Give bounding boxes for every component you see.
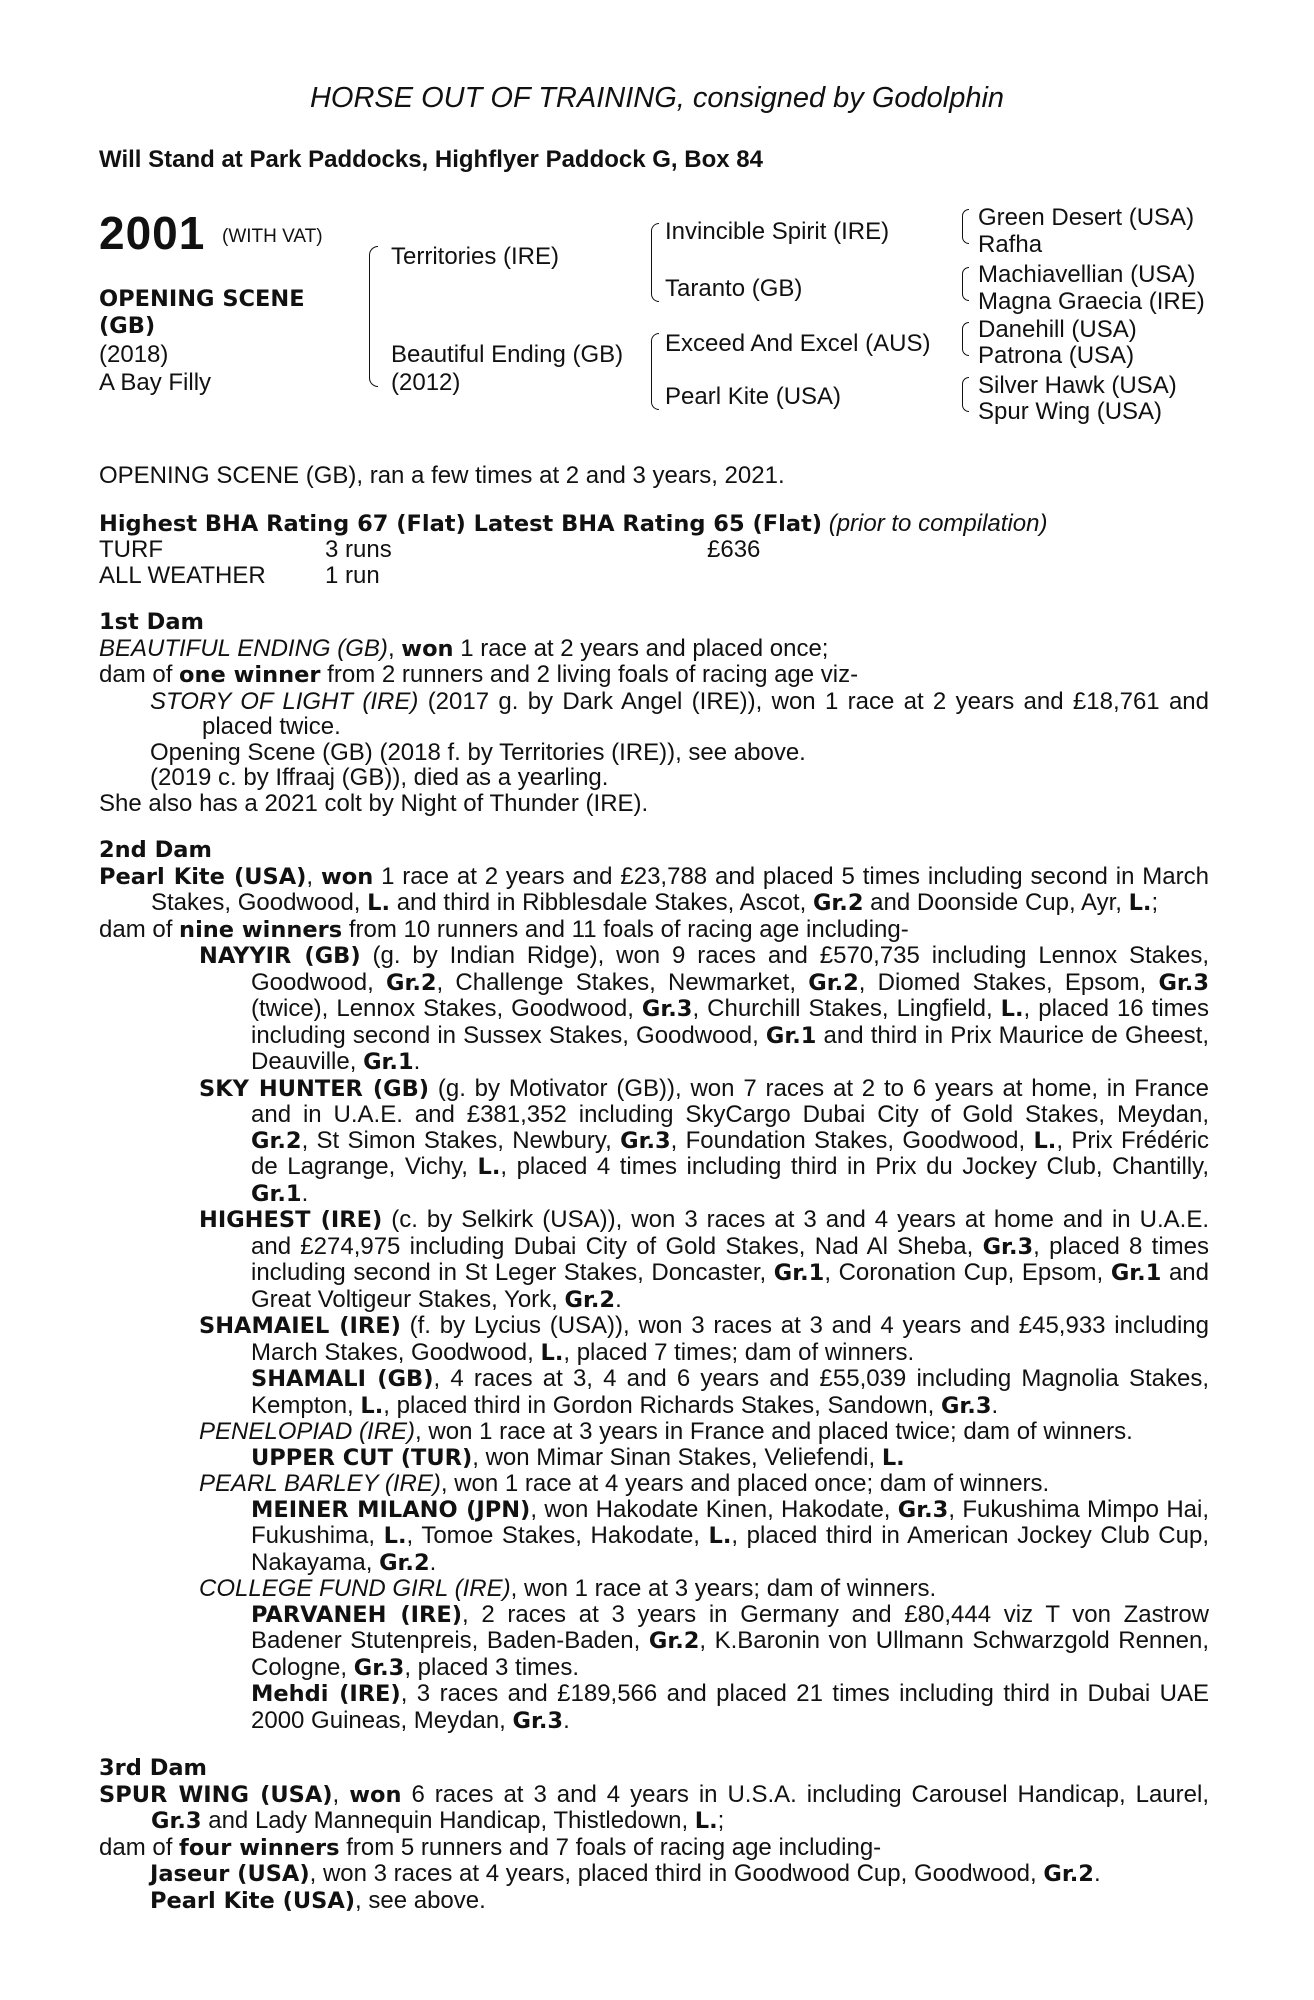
pedigree-brace-3e [962,322,969,339]
pedigree-brace-3d [962,283,969,301]
first-dam-produce: dam of one winner from 2 runners and 2 living foals of racing age viz- [99,661,859,688]
grandsire-4: Silver Hawk (USA) [978,372,1177,399]
first-dam-record: BEAUTIFUL ENDING (GB), won 1 race at 2 years and placed once; [99,634,829,662]
horse-info [99,341,211,397]
horse-name: OPENING SCENE (GB) [99,286,305,339]
progeny-story-of-light: STORY OF LIGHT (IRE) (2017 g. by Dark Angel (IRE)), won 1 race at 2 years and £18,761 and placed twice. [150,687,1209,740]
first-dam-note: She also has a 2021 colt by Night of Thunder (IRE). [99,789,649,817]
pedigree-brace-sire [369,246,378,319]
pedigree-brace-2a [651,223,659,264]
pedigree-brace-dam [369,318,378,387]
pedigree-brace-3c [962,267,969,284]
granddam-4: Spur Wing (USA) [978,398,1163,425]
turf-record: TURF 3 runs £636 [99,536,761,563]
pedigree-brace-3h [962,394,969,412]
pedigree-brace-2c [651,333,659,372]
sire: Territories (IRE) [391,243,560,270]
dam-dam: Pearl Kite (USA) [665,383,842,410]
second-dam-heading: 2nd Dam [99,837,212,863]
grandprogeny-mehdi: Mehdi (IRE), 3 races and £189,566 and placed 21 times including third in Dubai UAE 2000 Guineas, Meydan, Gr.3. [251,1680,1210,1734]
dam-year: (2012) [391,369,461,396]
second-dam-produce: dam of nine winners from 10 runners and 11 foals of racing age including- [99,915,909,943]
progeny-opening-scene: Opening Scene (GB) (2018 f. by Territories (IRE)), see above. [150,738,806,766]
grandprogeny-meiner-milano: MEINER MILANO (JPN), won Hakodate Kinen, Hakodate, Gr.3, Fukushima Mimpo Hai, Fukushima, L., Tomoe Stakes, Hakodate, L., placed third in American Jockey Club Cup, Nakayama, Gr.2. [251,1495,1209,1576]
progeny-college-fund-girl: COLLEGE FUND GIRL (IRE), won 1 race at 3 years; dam of winners. [199,1575,937,1602]
granddam-1: Rafha [978,231,1043,258]
progeny-pearl-barley: PEARL BARLEY (IRE), won 1 race at 4 years and placed once; dam of winners. [199,1470,1050,1497]
grandsire-1: Green Desert (USA) [978,204,1195,231]
progeny-2019-colt: (2019 c. by Iffraaj (GB)), died as a yearling. [150,764,609,791]
progeny-jaseur: Jaseur (USA), won 3 races at 4 years, placed third in Goodwood Cup, Goodwood, Gr.2. [150,1860,1101,1887]
progeny-nayyir: NAYYIR (GB) (g. by Indian Ridge), won 9 races and £570,735 including Lennox Stakes, Goodwood, Gr.2, Challenge Stakes, Newmarket, Gr.2, Diomed Stakes, Epsom, Gr.3 (twice), Lennox Stakes, Goodwood, Gr.3, Churchill Stakes, Lingfield, L., placed 16 times including second in Sussex Stakes, Goodwood, Gr.1 and third in Prix Maurice de Gheest, Deauville, Gr.1. [199,942,1209,1075]
grandprogeny-parvaneh: PARVANEH (IRE), 2 races at 3 years in Germany and £80,444 viz T von Zastrow Badener Stutenpreis, Baden-Baden, Gr.2, K.Baronin von Ullmann Schwarzgold Rennen, Cologne, Gr.3, placed 3 times. [251,1600,1209,1681]
sire-sire: Invincible Spirit (IRE) [665,218,890,245]
pedigree-brace-3g [962,377,969,395]
progeny-sky-hunter: SKY HUNTER (GB) (g. by Motivator (GB)), won 7 races at 2 to 6 years at home, in France and in U.A.E. and £381,352 including SkyCargo Dubai City of Gold Stakes, Meydan, Gr.2, St Simon Stakes, Newbury, Gr.3, Foundation Stakes, Goodwood, L., Prix Frédéric de Lagrange, Vichy, L., placed 4 times including third in Prix du Jockey Club, Chantilly, Gr.1. [199,1074,1209,1207]
dam: Beautiful Ending (GB) [391,341,624,368]
pedigree-brace-2d [651,371,659,410]
grandsire-3: Danehill (USA) [978,316,1137,343]
pedigree-brace-2b [651,263,659,302]
lot-number: 2001 [99,207,206,259]
pedigree-brace-3f [962,338,969,356]
third-dam-record: SPUR WING (USA), won 6 races at 3 and 4 years in U.S.A. including Carousel Handicap, Laurel, Gr.3 and Lady Mannequin Handicap, Thistledown, L.; [99,1780,1209,1834]
vat-note: (WITH VAT) [222,226,323,247]
progeny-highest: HIGHEST (IRE) (c. by Selkirk (USA)), won 3 races at 3 and 4 years at home and in U.A.E. and £274,975 including Dubai City of Gold Stakes, Nad Al Sheba, Gr.3, placed 8 times including second in St Leger Stakes, Doncaster, Gr.1, Coronation Cup, Epsom, Gr.1 and Great Voltigeur Stakes, York, Gr.2. [199,1206,1210,1313]
bha-rating: Highest BHA Rating 67 (Flat) Latest BHA Rating 65 (Flat) (prior to compilation) [99,509,1048,537]
catalogue-body [99,463,1209,1914]
grandsire-2: Machiavellian (USA) [978,261,1196,288]
third-dam-produce: dam of four winners from 5 runners and 7 foals of racing age including- [99,1833,882,1861]
horse-year: (2018) [99,341,169,368]
stand-location: Will Stand at Park Paddocks, Highflyer Paddock G, Box 84 [99,146,763,173]
third-dam-heading: 3rd Dam [99,1755,207,1781]
progeny-penelopiad: PENELOPIAD (IRE), won 1 race at 3 years in France and placed twice; dam of winners. [199,1418,1133,1445]
pedigree-brace-3a [962,209,969,227]
granddam-2: Magna Graecia (IRE) [978,288,1205,315]
progeny-pearl-kite: Pearl Kite (USA), see above. [150,1886,486,1914]
horse-description: A Bay Filly [99,369,212,396]
progeny-shamaiel: SHAMAIEL (IRE) (f. by Lycius (USA)), won 3 races at 3 and 4 years and £45,933 including March Stakes, Goodwood, L., placed 7 times; dam of winners. [199,1312,1209,1366]
granddam-3: Patrona (USA) [978,342,1135,369]
sire-dam: Taranto (GB) [665,275,803,302]
page-title: HORSE OUT OF TRAINING, consigned by Godolphin [309,82,1005,114]
second-dam-record: Pearl Kite (USA), won 1 race at 2 years and £23,788 and placed 5 times including second in March Stakes, Goodwood, L. and third in Ribblesdale Stakes, Ascot, Gr.2 and Doonside Cup, Ayr, L.; [99,862,1209,916]
grandprogeny-shamali: SHAMALI (GB), 4 races at 3, 4 and 6 years and £55,039 including Magnolia Stakes, Kempton, L., placed third in Gordon Richards Stakes, Sandown, Gr.3. [251,1365,1209,1419]
grandprogeny-upper-cut: UPPER CUT (TUR), won Mimar Sinan Stakes, Veliefendi, L. [251,1443,905,1471]
all-weather-record: ALL WEATHER 1 run [99,561,380,589]
first-dam-heading: 1st Dam [99,609,204,635]
dam-sire: Exceed And Excel (AUS) [665,330,931,357]
race-summary: OPENING SCENE (GB), ran a few times at 2 and 3 years, 2021. [99,462,785,489]
pedigree-brace-3b [962,226,969,244]
